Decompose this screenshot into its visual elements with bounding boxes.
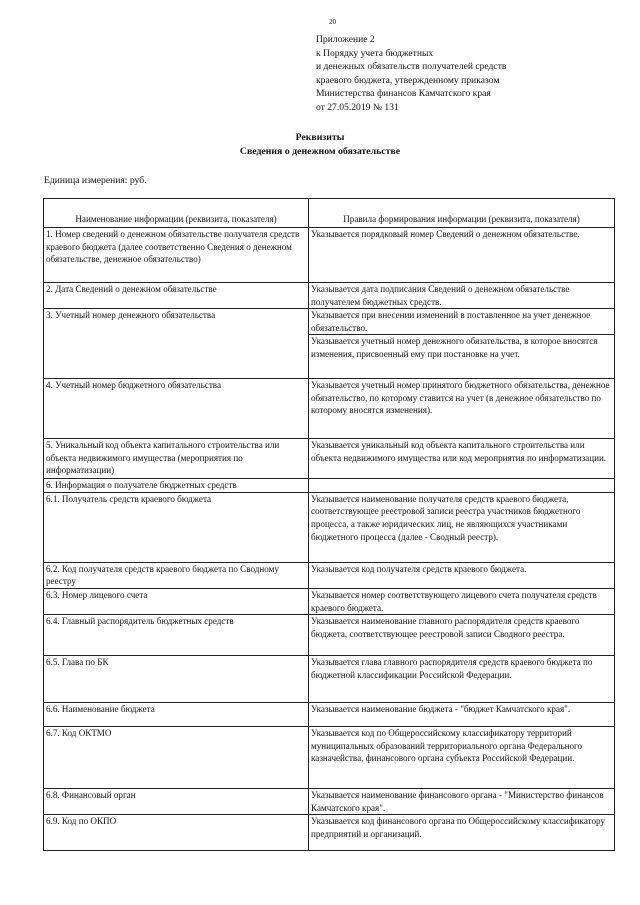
row-name-cell bbox=[44, 228, 309, 283]
document-title bbox=[0, 131, 640, 158]
row-rule: Указывается код финансового органа по Общероссийскому классификатору предприятий и организаций. bbox=[311, 816, 606, 839]
row-rule: Указывается при внесении изменений в поставленное на учет денежное обязательство. bbox=[311, 310, 591, 333]
row-name-cell bbox=[44, 479, 309, 493]
table-row bbox=[44, 379, 615, 439]
table-row bbox=[44, 656, 615, 703]
row-rules-cell bbox=[309, 492, 615, 562]
row-rule: Указывается номер соответствующего лицевого счета получателя средств краевого бюджета. bbox=[311, 589, 597, 613]
row-rule: Указывается порядковый номер Сведений о денежном обязательстве. bbox=[311, 229, 580, 239]
title-line-2: Сведения о денежном обязательстве bbox=[239, 145, 401, 157]
appendix-note bbox=[316, 33, 616, 115]
table-row bbox=[44, 309, 615, 379]
appendix-line: к Порядку учета бюджетных bbox=[316, 47, 434, 59]
table-body bbox=[44, 228, 615, 851]
table-row bbox=[44, 588, 615, 614]
row-name-cell bbox=[44, 815, 309, 851]
row-rule: Указывается дата подписания Сведений о денежном обязательстве получателем бюджетных средств. bbox=[311, 284, 570, 307]
table-row bbox=[44, 615, 615, 656]
row-rules-cell bbox=[309, 727, 615, 789]
row-rules-cell bbox=[309, 379, 615, 439]
row-name: 6.5. Глава по БК bbox=[46, 657, 109, 668]
header-name: Наименование информации (реквизита, показателя) bbox=[44, 199, 309, 228]
row-name-cell bbox=[44, 789, 309, 815]
table-row bbox=[44, 228, 615, 283]
table-row bbox=[44, 479, 615, 493]
row-rules-cell bbox=[309, 562, 615, 588]
row-rules-cell bbox=[309, 309, 615, 379]
row-name: 6. Информация о получателе бюджетных средств bbox=[46, 480, 237, 491]
row-rule: Указывается наименование главного распорядителя средств краевого бюджета, соответствующее реестровой записи Сводного реестра. bbox=[311, 616, 580, 639]
requisites-table bbox=[43, 198, 615, 851]
row-name: 6.4. Главный распорядитель бюджетных средств bbox=[46, 616, 234, 627]
row-name-cell bbox=[44, 379, 309, 439]
table-row bbox=[44, 703, 615, 727]
row-rule: Указывается наименование получателя средств краевого бюджета, соответствующее реестровой записи реестра участников бюджетного процесса, а также юридических лиц, не являющихся участниками бюджетного процесса (далее - Сводный реестр). bbox=[311, 493, 581, 542]
row-name: 6.9. Код по ОКПО bbox=[46, 816, 117, 827]
row-rule: Указывается учетный номер принятого бюджетного обязательства, денежное обязательство, по которому ставится на учет (в денежное обязательство по которому вносятся изменения). bbox=[311, 380, 610, 416]
row-rule: Указывается глава главного распорядителя средств краевого бюджета по бюджетной классификации Российской Федерации. bbox=[311, 657, 593, 680]
row-name-cell bbox=[44, 615, 309, 656]
row-rule: Указывается код получателя средств краевого бюджета. bbox=[311, 563, 527, 574]
row-rule: Указывается наименование финансового органа - "Министерство финансов Камчатского края". bbox=[311, 790, 604, 813]
appendix-line: и денежных обязательств получателей средств bbox=[316, 61, 507, 73]
title-line-1: Реквизиты bbox=[295, 132, 345, 143]
row-rules-cell bbox=[309, 283, 615, 309]
row-name-cell bbox=[44, 492, 309, 562]
row-rule: Указывается код по Общероссийскому классификатору территорий муниципальных образований территориального органа Федерального казначейства, финансового органа субъекта Российской Федерации. bbox=[311, 728, 583, 764]
row-name: 1. Номер сведений о денежном обязательстве получателя средств краевого бюджета (далее соответственно Сведения о денежном обязательстве, денежное обязательство) bbox=[46, 229, 300, 265]
row-rules-cell bbox=[309, 439, 615, 479]
row-name-cell bbox=[44, 562, 309, 588]
row-name: 6.6. Наименование бюджета bbox=[46, 704, 155, 715]
page-number: 20 bbox=[329, 18, 336, 26]
row-name: 2. Дата Сведений о денежном обязательстве bbox=[46, 284, 217, 294]
table-row bbox=[44, 492, 615, 562]
row-rules-cell bbox=[309, 656, 615, 703]
row-name: 3. Учетный номер денежного обязательства bbox=[46, 310, 216, 321]
row-rules-cell bbox=[309, 703, 615, 727]
table-header-row bbox=[44, 199, 615, 228]
row-name-cell bbox=[44, 588, 309, 614]
table-row bbox=[44, 789, 615, 815]
row-rule: Указывается уникальный код объекта капитального строительства или объекта недвижимого имущества или код мероприятия по информатизации. bbox=[311, 440, 607, 463]
appendix-line: Приложение 2 bbox=[316, 34, 375, 45]
row-name-cell bbox=[44, 703, 309, 727]
header-rules: Правила формирования информации (реквизита, показателя) bbox=[309, 199, 615, 228]
row-rules-cell bbox=[309, 588, 615, 614]
row-name: 6.8. Финансовый орган bbox=[46, 790, 136, 801]
row-rules-cell bbox=[309, 815, 615, 851]
row-rules-cell bbox=[309, 615, 615, 656]
row-rules-cell bbox=[309, 228, 615, 283]
row-name: 5. Уникальный код объекта капитального строительства или объекта недвижимого имущества (мероприятия по информатизации) bbox=[46, 440, 280, 476]
row-name: 4. Учетный номер бюджетного обязательства bbox=[46, 380, 222, 391]
table-row bbox=[44, 439, 615, 479]
table-row bbox=[44, 815, 615, 851]
row-rules-cell bbox=[309, 479, 615, 493]
table-row bbox=[44, 283, 615, 309]
row-name: 6.3. Номер лицевого счета bbox=[46, 589, 148, 600]
row-name-cell bbox=[44, 309, 309, 379]
appendix-line: Министерства финансов Камчатского края bbox=[316, 88, 491, 100]
row-name-cell bbox=[44, 283, 309, 309]
row-rules-cell bbox=[309, 789, 615, 815]
table-row bbox=[44, 727, 615, 789]
row-name: 6.2. Код получателя средств краевого бюджета по Сводному реестру bbox=[46, 563, 279, 587]
appendix-line: от 27.05.2019 № 131 bbox=[316, 101, 399, 113]
row-rule: Указывается учетный номер денежного обязательства, в которое вносятся изменения, присвоенный ему при постановке на учет. bbox=[309, 334, 614, 360]
row-name-cell bbox=[44, 656, 309, 703]
row-name: 6.1. Получатель средств краевого бюджета bbox=[46, 493, 212, 504]
row-name: 6.7. Код ОКТМО bbox=[46, 728, 112, 739]
appendix-line: краевого бюджета, утвержденному приказом bbox=[316, 74, 500, 86]
table-row bbox=[44, 562, 615, 588]
row-rule: Указывается наименование бюджета - "бюджет Камчатского края". bbox=[311, 704, 571, 715]
row-name-cell bbox=[44, 727, 309, 789]
row-name-cell bbox=[44, 439, 309, 479]
unit-of-measure: Единица измерения: руб. bbox=[44, 175, 147, 186]
